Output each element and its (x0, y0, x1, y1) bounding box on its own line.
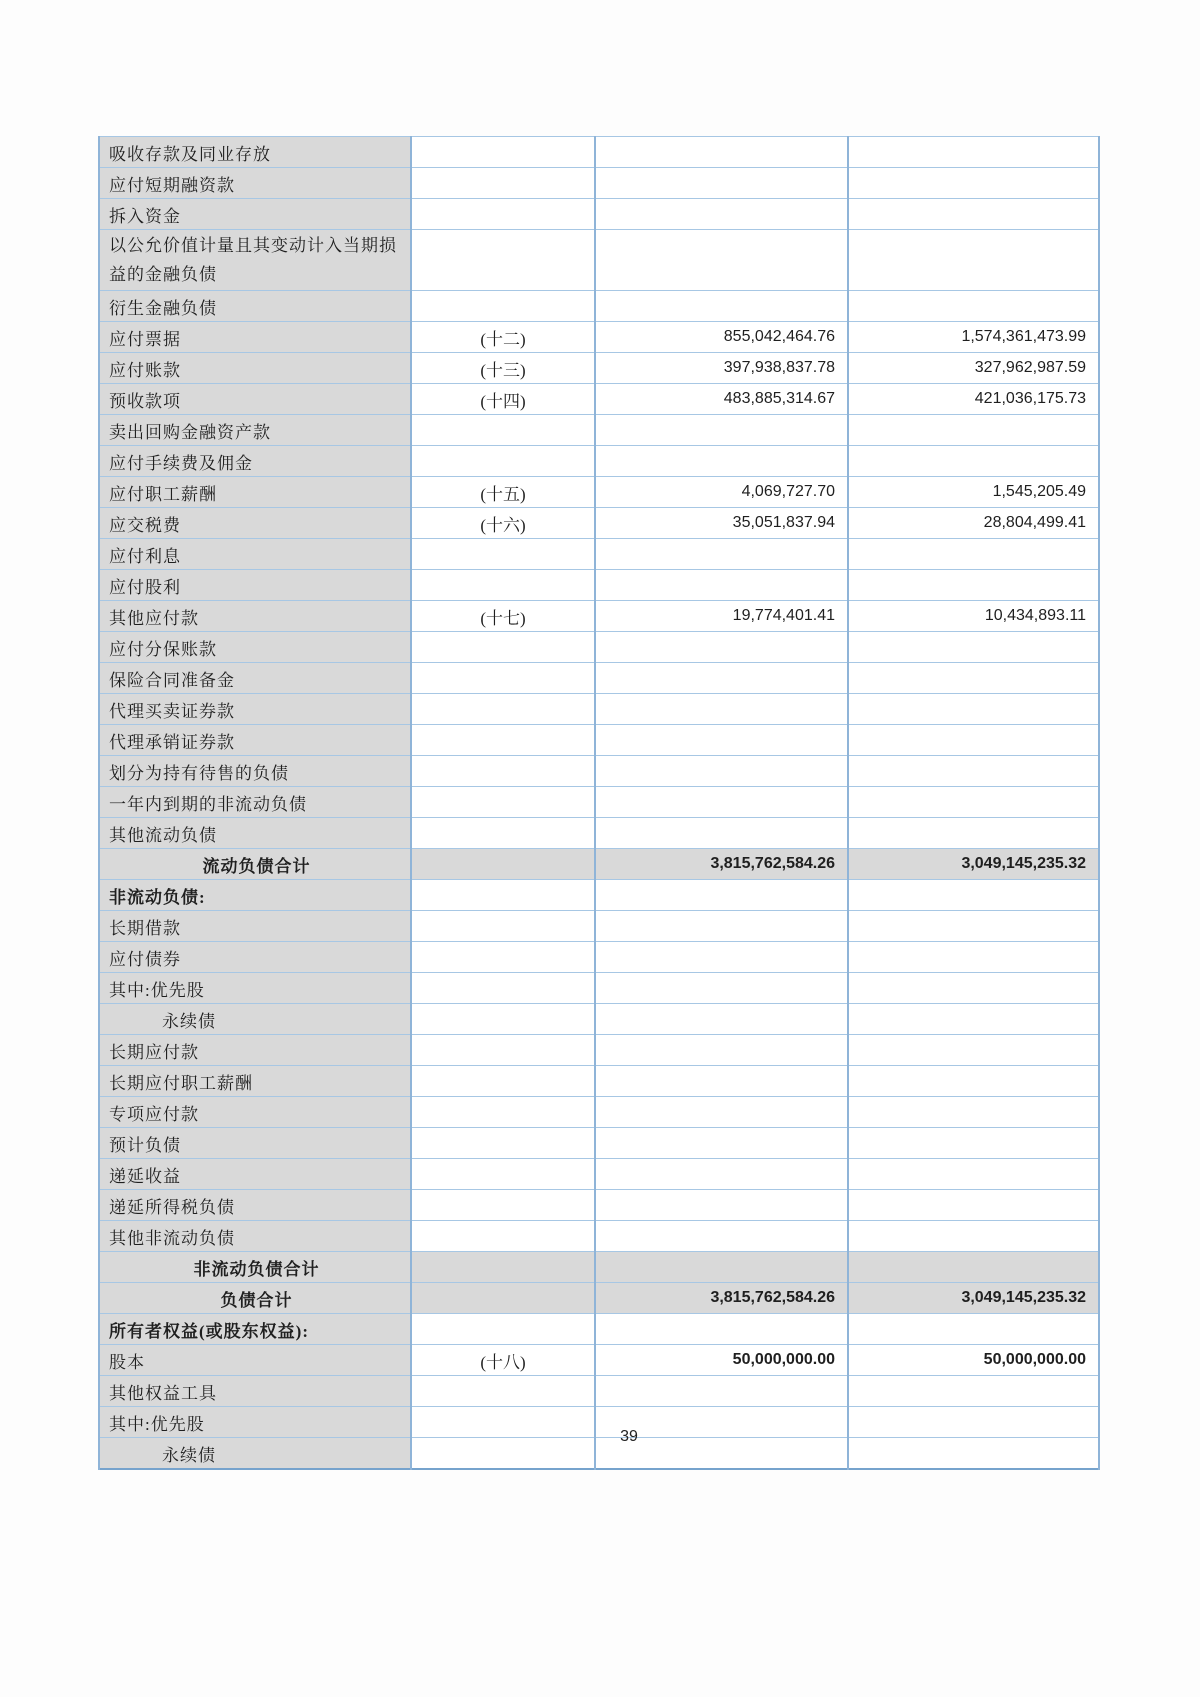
row-note-ref (411, 911, 595, 942)
row-amount-prior (848, 1066, 1099, 1097)
row-amount-current: 35,051,837.94 (595, 508, 848, 539)
row-amount-current (595, 1376, 848, 1407)
row-note-ref (411, 539, 595, 570)
table-row (99, 1004, 1099, 1035)
row-item-label: 应付债券 (99, 942, 411, 973)
row-item-label: 专项应付款 (99, 1097, 411, 1128)
row-amount-current (595, 1004, 848, 1035)
row-amount-prior (848, 539, 1099, 570)
table-row (99, 1035, 1099, 1066)
row-note-ref (411, 632, 595, 663)
table-body (99, 137, 1099, 1470)
row-item-label: 预收款项 (99, 384, 411, 415)
row-amount-current (595, 694, 848, 725)
row-note-ref (411, 880, 595, 911)
row-amount-prior (848, 694, 1099, 725)
row-item-label: 吸收存款及同业存放 (99, 137, 411, 168)
row-amount-current (595, 570, 848, 601)
row-amount-prior (848, 973, 1099, 1004)
row-amount-current: 50,000,000.00 (595, 1345, 848, 1376)
row-item-label: 应交税费 (99, 508, 411, 539)
row-amount-current (595, 973, 848, 1004)
row-item-label: 所有者权益(或股东权益): (99, 1314, 411, 1345)
table-row (99, 1066, 1099, 1097)
table-row (99, 1314, 1099, 1345)
row-note-ref (411, 1252, 595, 1283)
row-item-label: 其他权益工具 (99, 1376, 411, 1407)
row-item-label: 衍生金融负债 (99, 291, 411, 322)
row-item-label: 其他非流动负债 (99, 1221, 411, 1252)
row-amount-current (595, 942, 848, 973)
row-amount-current (595, 663, 848, 694)
row-note-ref: (十五) (411, 477, 595, 508)
row-amount-prior (848, 1159, 1099, 1190)
row-note-ref (411, 168, 595, 199)
row-item-label: 递延所得税负债 (99, 1190, 411, 1221)
table-row (99, 601, 1099, 632)
row-note-ref (411, 570, 595, 601)
row-note-ref (411, 230, 595, 291)
row-amount-current (595, 291, 848, 322)
row-item-label: 股本 (99, 1345, 411, 1376)
row-item-label: 流动负债合计 (99, 849, 411, 880)
table-row (99, 137, 1099, 168)
row-item-label: 永续债 (99, 1004, 411, 1035)
row-note-ref (411, 1066, 595, 1097)
row-item-label: 长期应付款 (99, 1035, 411, 1066)
row-item-label: 负债合计 (99, 1283, 411, 1314)
row-amount-prior (848, 168, 1099, 199)
table-row (99, 1345, 1099, 1376)
row-amount-prior: 3,049,145,235.32 (848, 1283, 1099, 1314)
row-item-label: 应付票据 (99, 322, 411, 353)
row-amount-current (595, 199, 848, 230)
table-row (99, 973, 1099, 1004)
row-note-ref (411, 1314, 595, 1345)
table-row (99, 199, 1099, 230)
row-note-ref (411, 942, 595, 973)
row-amount-current: 4,069,727.70 (595, 477, 848, 508)
row-note-ref (411, 446, 595, 477)
row-note-ref (411, 1035, 595, 1066)
row-amount-current (595, 1221, 848, 1252)
row-note-ref (411, 849, 595, 880)
row-amount-prior (848, 632, 1099, 663)
table-row (99, 539, 1099, 570)
row-amount-prior (848, 942, 1099, 973)
row-note-ref (411, 291, 595, 322)
row-item-label: 其中:优先股 (99, 973, 411, 1004)
row-note-ref: (十二) (411, 322, 595, 353)
table-row (99, 694, 1099, 725)
row-amount-current (595, 137, 848, 168)
row-note-ref: (十八) (411, 1345, 595, 1376)
row-amount-current (595, 1190, 848, 1221)
row-amount-prior: 327,962,987.59 (848, 353, 1099, 384)
row-amount-prior: 421,036,175.73 (848, 384, 1099, 415)
row-amount-prior: 50,000,000.00 (848, 1345, 1099, 1376)
row-item-label: 应付股利 (99, 570, 411, 601)
row-item-label: 代理承销证券款 (99, 725, 411, 756)
row-amount-current: 397,938,837.78 (595, 353, 848, 384)
table-row (99, 663, 1099, 694)
row-amount-current (595, 1035, 848, 1066)
table-row (99, 880, 1099, 911)
table-row (99, 725, 1099, 756)
row-note-ref (411, 787, 595, 818)
row-amount-current (595, 632, 848, 663)
table-row (99, 384, 1099, 415)
table-row (99, 1190, 1099, 1221)
table-row (99, 818, 1099, 849)
row-amount-current (595, 911, 848, 942)
table-row (99, 1376, 1099, 1407)
row-item-label: 应付短期融资款 (99, 168, 411, 199)
table-row (99, 168, 1099, 199)
row-amount-prior (848, 570, 1099, 601)
row-amount-current (595, 230, 848, 291)
row-item-label: 长期借款 (99, 911, 411, 942)
row-amount-prior (848, 1035, 1099, 1066)
row-item-label: 应付职工薪酬 (99, 477, 411, 508)
row-amount-current (595, 1314, 848, 1345)
row-amount-current (595, 1159, 848, 1190)
row-note-ref: (十七) (411, 601, 595, 632)
table-row (99, 787, 1099, 818)
row-amount-current (595, 415, 848, 446)
row-note-ref (411, 1128, 595, 1159)
row-note-ref (411, 1159, 595, 1190)
table-row (99, 508, 1099, 539)
table-row (99, 1252, 1099, 1283)
row-note-ref (411, 756, 595, 787)
table-row (99, 1283, 1099, 1314)
row-amount-current (595, 1066, 848, 1097)
row-amount-prior (848, 756, 1099, 787)
row-amount-current (595, 880, 848, 911)
row-item-label: 划分为持有待售的负债 (99, 756, 411, 787)
row-item-label: 一年内到期的非流动负债 (99, 787, 411, 818)
row-item-label: 其中:优先股 (99, 1407, 411, 1438)
table-row (99, 291, 1099, 322)
row-amount-prior (848, 787, 1099, 818)
table-row (99, 322, 1099, 353)
row-item-label: 非流动负债合计 (99, 1252, 411, 1283)
row-item-label: 其他流动负债 (99, 818, 411, 849)
row-note-ref: (十六) (411, 508, 595, 539)
page-number: 39 (620, 1428, 638, 1445)
row-item-label: 应付分保账款 (99, 632, 411, 663)
row-amount-current (595, 787, 848, 818)
row-note-ref (411, 1097, 595, 1128)
table-row (99, 1097, 1099, 1128)
row-amount-prior (848, 1252, 1099, 1283)
row-item-label: 预计负债 (99, 1128, 411, 1159)
row-item-label: 应付利息 (99, 539, 411, 570)
row-note-ref (411, 1190, 595, 1221)
row-note-ref (411, 415, 595, 446)
row-item-label: 非流动负债: (99, 880, 411, 911)
row-note-ref (411, 818, 595, 849)
row-note-ref: (十四) (411, 384, 595, 415)
row-amount-current: 3,815,762,584.26 (595, 849, 848, 880)
row-item-label: 应付手续费及佣金 (99, 446, 411, 477)
table-row (99, 353, 1099, 384)
table-row (99, 1221, 1099, 1252)
balance-sheet-liabilities-table (98, 136, 1100, 1470)
row-amount-current: 483,885,314.67 (595, 384, 848, 415)
row-amount-prior (848, 1221, 1099, 1252)
row-note-ref (411, 137, 595, 168)
row-note-ref (411, 1376, 595, 1407)
table-row (99, 1128, 1099, 1159)
row-note-ref (411, 1283, 595, 1314)
row-amount-prior (848, 1128, 1099, 1159)
row-note-ref (411, 725, 595, 756)
table-row (99, 570, 1099, 601)
row-note-ref (411, 663, 595, 694)
table-row (99, 1159, 1099, 1190)
row-amount-prior: 3,049,145,235.32 (848, 849, 1099, 880)
row-note-ref (411, 1004, 595, 1035)
row-amount-prior: 10,434,893.11 (848, 601, 1099, 632)
row-amount-current: 3,815,762,584.26 (595, 1283, 848, 1314)
row-amount-prior (848, 1004, 1099, 1035)
row-item-label: 永续债 (99, 1438, 411, 1470)
row-amount-current (595, 539, 848, 570)
row-item-label: 应付账款 (99, 353, 411, 384)
row-item-label: 其他应付款 (99, 601, 411, 632)
table-row (99, 849, 1099, 880)
row-amount-current: 19,774,401.41 (595, 601, 848, 632)
row-amount-current (595, 1097, 848, 1128)
row-note-ref (411, 973, 595, 1004)
row-item-label: 长期应付职工薪酬 (99, 1066, 411, 1097)
table-row (99, 415, 1099, 446)
row-amount-prior (848, 230, 1099, 291)
table-row (99, 230, 1099, 291)
table-row (99, 756, 1099, 787)
row-item-label: 以公允价值计量且其变动计入当期损益的金融负债 (99, 230, 411, 291)
row-amount-current (595, 168, 848, 199)
row-amount-prior (848, 1097, 1099, 1128)
table-row (99, 632, 1099, 663)
row-amount-prior (848, 818, 1099, 849)
table-row (99, 477, 1099, 508)
table-row (99, 446, 1099, 477)
row-amount-current (595, 1128, 848, 1159)
row-item-label: 代理买卖证券款 (99, 694, 411, 725)
row-amount-prior (848, 663, 1099, 694)
row-amount-current (595, 446, 848, 477)
row-amount-current (595, 725, 848, 756)
row-item-label: 卖出回购金融资产款 (99, 415, 411, 446)
row-amount-prior (848, 725, 1099, 756)
row-amount-current (595, 1252, 848, 1283)
row-amount-current (595, 756, 848, 787)
row-amount-prior (848, 137, 1099, 168)
table-row (99, 911, 1099, 942)
row-item-label: 拆入资金 (99, 199, 411, 230)
row-item-label: 保险合同准备金 (99, 663, 411, 694)
row-item-label: 递延收益 (99, 1159, 411, 1190)
row-amount-prior: 28,804,499.41 (848, 508, 1099, 539)
row-note-ref: (十三) (411, 353, 595, 384)
row-amount-prior (848, 1190, 1099, 1221)
row-amount-prior (848, 911, 1099, 942)
row-amount-current: 855,042,464.76 (595, 322, 848, 353)
table-row (99, 942, 1099, 973)
row-amount-current (595, 818, 848, 849)
row-amount-prior: 1,545,205.49 (848, 477, 1099, 508)
row-note-ref (411, 694, 595, 725)
row-note-ref (411, 199, 595, 230)
row-amount-prior (848, 199, 1099, 230)
row-amount-prior (848, 446, 1099, 477)
row-amount-prior (848, 291, 1099, 322)
row-amount-prior (848, 1314, 1099, 1345)
row-amount-prior (848, 880, 1099, 911)
row-note-ref (411, 1221, 595, 1252)
row-amount-prior (848, 415, 1099, 446)
row-amount-prior: 1,574,361,473.99 (848, 322, 1099, 353)
row-amount-prior (848, 1376, 1099, 1407)
